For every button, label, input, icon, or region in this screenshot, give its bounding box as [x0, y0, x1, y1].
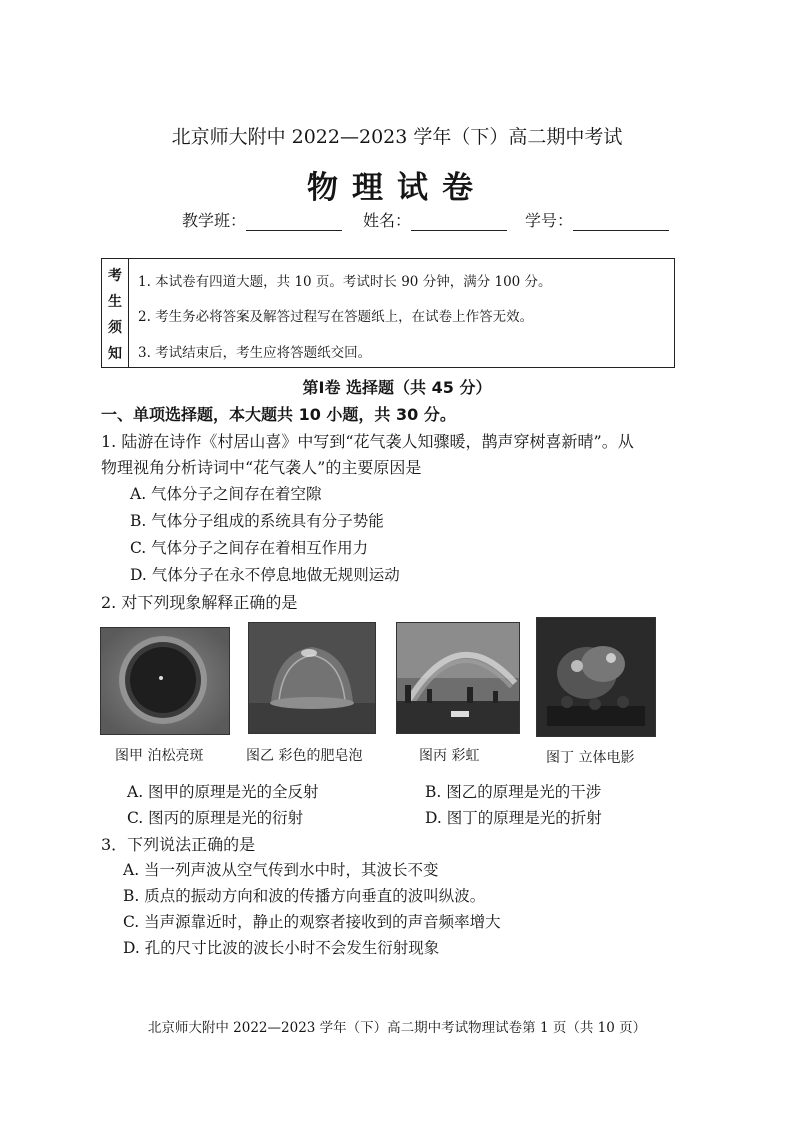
notice-label-column: [102, 259, 129, 367]
q3-option-a: A. 当一列声波从空气传到水中时，其波长不变: [123, 861, 439, 879]
3d-movie-photo: [536, 617, 656, 737]
notice-item-3: 3. 考试结束后，考生应将答题纸交回。: [138, 345, 372, 361]
q1-stem-line2: 物理视角分析诗词中“花气袭人”的主要原因是: [101, 458, 422, 477]
page-footer: 北京师大附中 2022—2023 学年（下）高二期中考试物理试卷第 1 页（共 10 页）: [147, 1020, 647, 1036]
name-field: [363, 208, 507, 231]
q2-option-a: A. 图甲的原理是光的全反射: [127, 783, 319, 801]
q2-stem: 2. 对下列现象解释正确的是: [101, 593, 298, 612]
figure-a-caption: 图甲 泊松亮斑: [115, 748, 204, 764]
paper-title: 物理试卷: [307, 170, 487, 206]
id-label: 学号：: [525, 211, 574, 230]
figure-c-caption: 图丙 彩虹: [419, 748, 480, 764]
figure-b-caption: 图乙 彩色的肥皂泡: [246, 748, 363, 764]
notice-item-1: 1. 本试卷有四道大题，共 10 页。考试时长 90 分钟，满分 100 分。: [138, 274, 552, 290]
poisson-spot-photo: [100, 627, 230, 735]
name-label: 姓名：: [363, 211, 412, 230]
soap-bubble-photo: [248, 622, 376, 734]
part1-heading: 一、单项选择题，本大题共 10 小题，共 30 分。: [101, 405, 456, 424]
q2-option-d: D. 图丁的原理是光的折射: [425, 809, 602, 827]
id-blank: [573, 212, 669, 231]
notice-item-2: 2. 考生务必将答案及解答过程写在答题纸上，在试卷上作答无效。: [138, 309, 534, 325]
q3-stem: 3．下列说法正确的是: [101, 835, 256, 854]
id-field: [525, 208, 669, 231]
q2-option-c: C. 图丙的原理是光的衍射: [127, 809, 304, 827]
q1-option-b: B. 气体分子组成的系统具有分子势能: [130, 512, 384, 530]
figure-d-caption: 图丁 立体电影: [546, 750, 635, 766]
q1-option-a: A. 气体分子之间存在着空隙: [130, 485, 322, 503]
candidate-notice-box: [101, 258, 675, 368]
q3-option-d: D. 孔的尺寸比波的波长小时不会发生衍射现象: [123, 939, 440, 957]
notice-label-char: 须: [108, 320, 122, 336]
notice-label-char: 知: [108, 346, 122, 362]
notice-label-char: 考: [108, 268, 122, 284]
class-field: [182, 208, 342, 231]
rainbow-image: [397, 623, 519, 733]
3d-movie-image: [537, 618, 655, 736]
class-label: 教学班：: [182, 211, 247, 230]
school-title: 北京师大附中 2022—2023 学年（下）高二期中考试: [171, 126, 623, 148]
name-blank: [411, 212, 507, 231]
notice-label-char: 生: [108, 294, 122, 310]
q3-option-b: B. 质点的振动方向和波的传播方向垂直的波叫纵波。: [123, 887, 486, 905]
class-blank: [246, 212, 342, 231]
q1-option-d: D. 气体分子在永不停息地做无规则运动: [130, 566, 400, 584]
poisson-spot-image: [101, 628, 229, 734]
q2-option-b: B. 图乙的原理是光的干涉: [425, 783, 602, 801]
q3-option-c: C. 当声源靠近时，静止的观察者接收到的声音频率增大: [123, 913, 501, 931]
q1-option-c: C. 气体分子之间存在着相互作用力: [130, 539, 369, 557]
section-title: 第Ⅰ卷 选择题（共 45 分）: [302, 378, 492, 397]
q1-stem-line1: 1. 陆游在诗作《村居山喜》中写到“花气袭人知骤暖，鹊声穿树喜新晴”。从: [101, 432, 634, 451]
soap-bubble-image: [249, 623, 375, 733]
rainbow-photo: [396, 622, 520, 734]
